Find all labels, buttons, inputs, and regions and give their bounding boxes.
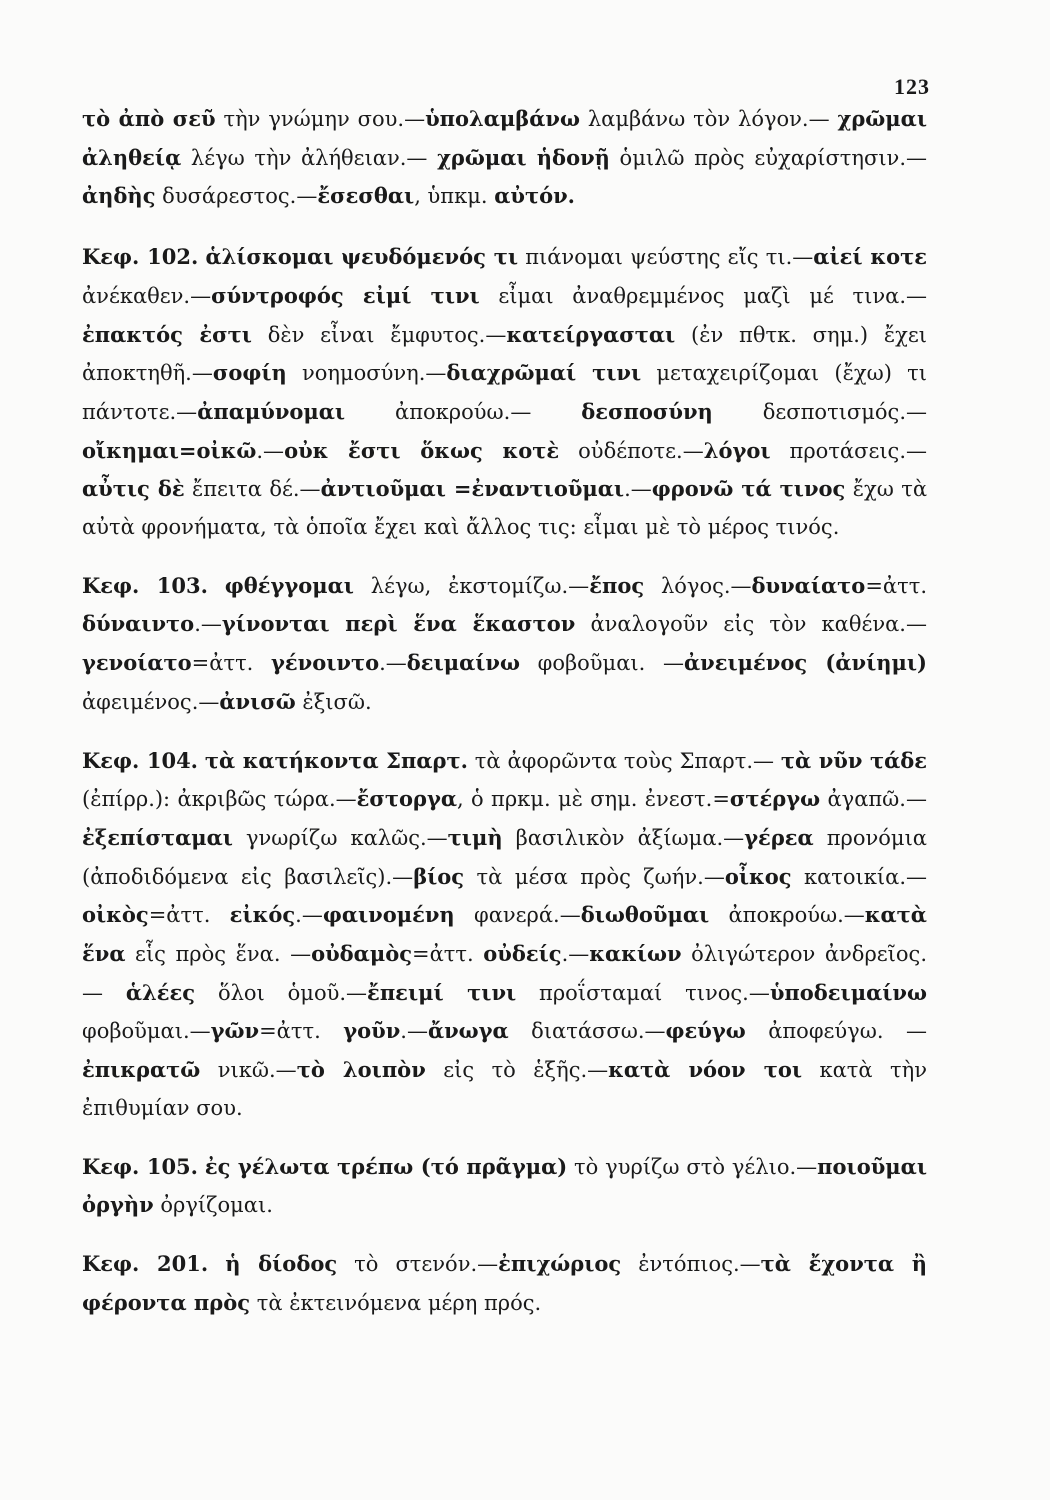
gloss-text: εἰς τὸ ἑξῆς.— (425, 1058, 609, 1083)
entry-block-kef-104 (82, 742, 927, 1128)
gloss-text: ὁμιλῶ πρὸς εὐχαρίστησιν.— (609, 145, 927, 170)
headword: τὰ κατήκοντα Σπαρτ. (204, 747, 468, 773)
headword: τὰ ἔχοντα ἢ φέροντα πρὸς (82, 1250, 927, 1315)
gloss-text (198, 749, 205, 773)
headword: λόγοι (703, 437, 771, 463)
headword: ἔπος (589, 572, 645, 598)
headword: διαχρῶμαί τινι (446, 360, 642, 386)
gloss-text: δὲν εἶναι ἔμφυτος.— (251, 322, 507, 347)
gloss-text: εἶμαι ἀναθρεμμένος μαζὶ μέ τινα.— (479, 283, 927, 308)
headword: γῶν (210, 1018, 260, 1044)
headword: χρῶμαι ἡδονῇ (437, 144, 610, 170)
gloss-text: πιάνομαι ψεύστης εἴς τι.— (518, 245, 814, 270)
gloss-text: διατάσσω.— (508, 1019, 666, 1044)
headword: φαινομένη (322, 902, 455, 928)
headword: φεύγω (665, 1018, 746, 1044)
gloss-text: ἀνέκαθεν.— (82, 283, 212, 308)
headword: Κεφ. 104. (82, 747, 198, 773)
headword: ποιοῦμαι ὀργὴν (82, 1153, 927, 1218)
gloss-text: προΐσταμαί τινος.— (516, 980, 770, 1005)
headword: τὸ ἀπὸ σεῦ (82, 106, 216, 131)
gloss-text: =ἀττ. (865, 573, 927, 598)
headword: ἐς γέλωτα τρέπω (τό πρᾶγμα) (204, 1153, 568, 1179)
headword: οἰκὸς (82, 902, 149, 928)
headword: ἐπακτός ἐστι (82, 321, 252, 347)
headword: κατὰ ἕνα (82, 902, 927, 967)
gloss-text: , ὁ πρκμ. μὲ σημ. ἐνεστ.= (457, 787, 730, 812)
headword: ἀηδὴς (82, 183, 156, 209)
gloss-text: ἀγαπῶ.— (820, 787, 927, 812)
gloss-text: ἀποφεύγω. — (745, 1019, 927, 1044)
gloss-text: φοβοῦμαι. — (520, 651, 684, 676)
gloss-text: νικῶ.— (200, 1058, 297, 1083)
gloss-text: .— (624, 477, 652, 502)
gloss-text: (ἐπίρρ.): ἀκριβῶς τώρα.— (82, 787, 357, 812)
gloss-text: κατὰ τὴν ἐπιθυμίαν σου. (82, 1058, 927, 1120)
headword: ἔστοργα (356, 786, 458, 812)
gloss-text: .— (295, 903, 323, 928)
entry-block-kef-103 (82, 567, 927, 722)
entry-block-kef-201 (82, 1245, 927, 1322)
gloss-text: ἀποκρούω.— (709, 903, 865, 928)
gloss-text: βασιλικὸν ἀξίωμα.— (502, 825, 745, 850)
headword: γίνονται περὶ ἕνα ἕκαστον (221, 611, 576, 637)
gloss-text: =ἀττ. (412, 942, 484, 967)
headword: ἄνωγα (427, 1018, 509, 1044)
headword: κακίων (589, 941, 682, 967)
gloss-text: γνωρίζω καλῶς.— (232, 825, 448, 850)
headword: Κεφ. 105. (82, 1153, 198, 1179)
headword: τὸ λοιπὸν (296, 1057, 426, 1083)
headword: στέργω (729, 786, 821, 812)
gloss-text: ὅλοι ὁμοῦ.— (195, 980, 368, 1005)
gloss-text: δυσάρεστος.— (155, 184, 318, 209)
headword: γοῦν (343, 1018, 401, 1044)
headword: δεσποσύνη (581, 398, 713, 424)
headword: Κεφ. 102. (82, 244, 199, 270)
gloss-text: ὀργίζομαι. (153, 1193, 273, 1218)
headword: τιμὴ (447, 824, 503, 850)
headword: ὑποδειμαίνω (769, 979, 927, 1005)
gloss-text: τὰ ἀφορῶντα τοὺς Σπαρτ.— (467, 748, 781, 773)
headword: ἐξεπίσταμαι (82, 824, 233, 850)
headword: δυναίατο (751, 572, 866, 598)
headword: αὖτις δὲ (82, 476, 185, 502)
headword: οὐδείς (483, 941, 562, 967)
headword: ἐπικρατῶ (82, 1057, 201, 1083)
headword: ἀντιοῦμαι =ἐναντιοῦμαι (320, 476, 625, 502)
headword: ὑπολαμβάνω (425, 106, 580, 131)
headword: αἰεί κοτε (813, 244, 927, 270)
gloss-text (198, 1155, 205, 1179)
headword: φθέγγομαι (224, 572, 354, 598)
headword: γένοιντο (271, 650, 380, 676)
headword: ἐπιχώριος (498, 1250, 622, 1276)
gloss-text: οὐδέποτε.— (559, 438, 704, 463)
headword: τὰ νῦν τάδε (780, 747, 928, 773)
headword: Κεφ. 201. (82, 1250, 209, 1276)
gloss-text: εἷς πρὸς ἕνα. — (125, 942, 312, 967)
gloss-text: νοημοσύνη.— (286, 361, 447, 386)
gloss-text: τὴν γνώμην σου.— (215, 107, 426, 131)
entry-block-intro (82, 100, 927, 216)
gloss-text: λέγω τὴν ἀλήθειαν.— (181, 145, 438, 170)
entry-block-kef-105 (82, 1148, 927, 1225)
headword: ἁλέες (125, 979, 196, 1005)
gloss-text: τὸ στενόν.— (337, 1251, 499, 1276)
gloss-text: ἀποκρούω.— (345, 399, 582, 424)
gloss-text: μεταχειρίζομαι (ἔχω) τι πάντοτε.— (82, 361, 927, 424)
headword: γενοίατο (82, 650, 192, 676)
gloss-text: φοβοῦμαι.— (82, 1019, 211, 1044)
headword: οἶκος (724, 863, 792, 889)
headword: σύντροφός εἰμί τινι (211, 282, 480, 308)
entry-block-kef-102 (82, 238, 927, 547)
gloss-text: , ὑπκμ. (414, 184, 495, 209)
gloss-text: ἐντόπιος.— (621, 1251, 761, 1276)
gloss-text: τὰ μέσα πρὸς ζωήν.— (464, 864, 725, 889)
gloss-text: φανερά.— (454, 903, 581, 928)
headword: οἴκημαι=οἰκῶ (82, 437, 257, 463)
headword: βίος (413, 863, 465, 889)
headword: ἁλίσκομαι ψευδόμενός τι (205, 244, 519, 270)
gloss-text: =ἀττ. (259, 1019, 344, 1044)
gloss-text: ἀφειμένος.— (82, 689, 220, 714)
headword: ἔσεσθαι (317, 183, 415, 209)
headword: γέρεα (744, 824, 814, 850)
gloss-text: λαμβάνω τὸν λόγον.— (579, 107, 838, 131)
gloss-text: =ἀττ. (148, 903, 230, 928)
headword: Κεφ. 103. (82, 572, 208, 598)
gloss-text: ὀλιγώτερον ἀνδρεῖος. — (82, 942, 927, 1005)
headword: ἀπαμύνομαι (197, 398, 346, 424)
gloss-text: .— (379, 651, 407, 676)
gloss-text: .— (194, 612, 222, 637)
headword: χρῶμαι ἀληθείᾳ (82, 106, 927, 170)
headword: οὐκ ἔστι ὅκως κοτὲ (284, 437, 560, 463)
gloss-text: λέγω, ἐκστομίζω.— (353, 573, 590, 598)
headword: ἔπειμί τινι (367, 979, 517, 1005)
gloss-text: ἀναλογοῦν εἰς τὸν καθένα.— (575, 612, 927, 637)
gloss-text: ἔχω τὰ αὐτὰ φρονήματα, τὰ ὁποῖα ἔχει καὶ ἄλλος τις: εἶμαι μὲ τὸ μέρος τινός. (82, 477, 928, 540)
headword: ἀνισῶ (219, 688, 296, 714)
headword: οὐδαμὸς (311, 941, 412, 967)
headword: ἀνειμένος (ἀνίημι) (683, 650, 927, 676)
page-number: 123 (894, 74, 930, 99)
gloss-text: (ἐν πθτκ. σημ.) ἔχει ἀποκτηθῆ.— (82, 322, 927, 386)
headword: κατείργασται (506, 321, 676, 347)
gloss-text: κατοικία.— (791, 864, 927, 889)
gloss-text: =ἀττ. (191, 651, 272, 676)
gloss-text: δεσποτισμός.— (712, 399, 927, 424)
headword: αὐτόν. (494, 183, 575, 209)
gloss-text: ἐξισῶ. (295, 689, 372, 714)
headword: διωθοῦμαι (580, 902, 710, 928)
gloss-text (198, 245, 205, 269)
gloss-text: λόγος.— (644, 573, 752, 598)
gloss-text: .— (256, 438, 285, 463)
gloss-text: προτάσεις.— (770, 438, 927, 463)
headword: κατὰ νόον τοι (608, 1057, 802, 1083)
gloss-text: ἔπειτα δέ.— (184, 477, 321, 502)
gloss-text (208, 1252, 225, 1276)
gloss-text: .— (561, 942, 590, 967)
text-column (82, 100, 927, 1342)
gloss-text (208, 574, 225, 598)
gloss-text: .— (400, 1019, 428, 1044)
gloss-text: προνόμια (ἀποδιδόμενα εἰς βασιλεῖς).— (82, 825, 927, 889)
gloss-text: τὰ ἐκτεινόμενα μέρη πρός. (250, 1290, 542, 1315)
headword: εἰκός (229, 902, 296, 928)
headword: σοφίη (212, 360, 287, 386)
headword: δύναιντο (82, 611, 195, 637)
headword: φρονῶ τά τινος (651, 476, 846, 502)
headword: δειμαίνω (406, 650, 520, 676)
headword: ἡ δίοδος (225, 1250, 338, 1276)
gloss-text: τὸ γυρίζω στὸ γέλιο.— (567, 1154, 818, 1179)
